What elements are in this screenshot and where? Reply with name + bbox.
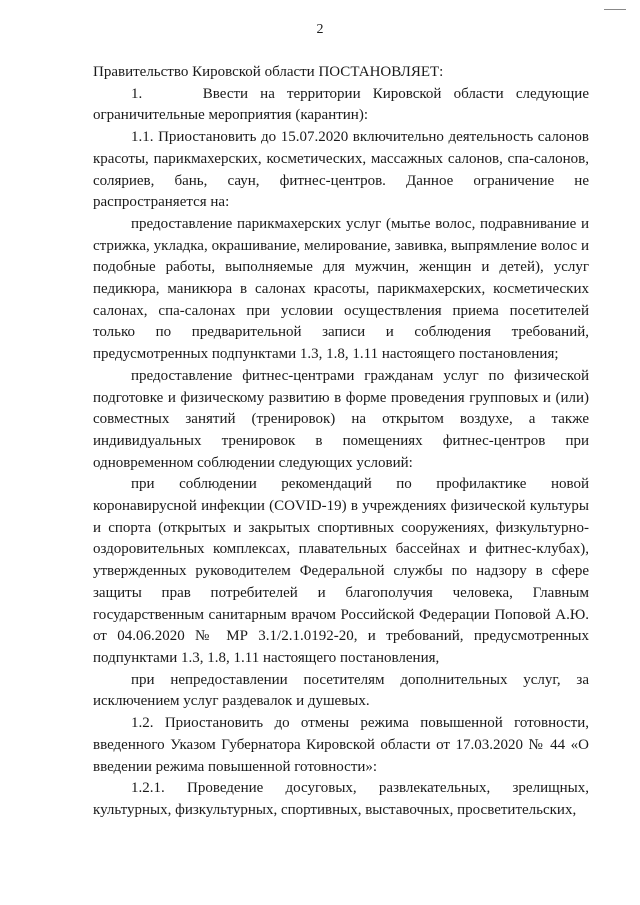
clause-1: 1. Ввести на территории Кировской области следующие ограничительные мероприятия (карантин):	[93, 85, 589, 124]
clause-1-1: 1.1. Приостановить до 15.07.2020 включительно деятельность салонов красоты, парикмахерских, косметических, массажных салонов, спа-салонов, соляриев, бань, саун, фитнес-центров. Данное ограничение не распространяется на:	[93, 129, 589, 211]
clause-1-1-condition-covid: при соблюдении рекомендаций по профилактике новой коронавирусной инфекции (COVID-19) в учреждениях физической культуры и спорта (открытых и закрытых спортивных сооружениях, физкультурно-оздоровительных комплексах, плавательных бассейнах и фитнес-клубах), утвержденных руководителем Федеральной службы по надзору в сфере защиты прав потребителей и благополучия человека, Главным государственным санитарным врачом Российской Федерации Поповой А.Ю. от 04.06.2020 № МР 3.1/2.1.0192-20, и требований, предусмотренных подпунктами 1.3, 1.8, 1.11 настоящего постановления,	[93, 476, 589, 666]
clause-1-1-condition-services: при непредоставлении посетителям дополнительных услуг, за исключением услуг раздевалок и душевых.	[93, 671, 589, 710]
clause-1-1-hairdressing: предоставление парикмахерских услуг (мытье волос, подравнивание и стрижка, укладка, окрашивание, мелирование, завивка, выпрямление волос и подобные работы, выполняемые для мужчин, женщин и детей), услуг педикюра, маникюра в салонах красоты, парикмахерских, косметических салонах, спа-салонах при условии осуществления приема посетителей только по предварительной записи и соблюдения требований, предусмотренных подпунктами 1.3, 1.8, 1.11 настоящего постановления;	[93, 215, 589, 363]
corner-scan-mark	[604, 9, 626, 10]
clause-1-2-1: 1.2.1. Проведение досуговых, развлекательных, зрелищных, культурных, физкультурных, спортивных, выставочных, просветительских,	[93, 780, 589, 818]
decree-intro: Правительство Кировской области ПОСТАНОВЛЯЕТ:	[93, 64, 444, 80]
document-body	[93, 62, 589, 822]
clause-1-2: 1.2. Приостановить до отмены режима повышенной готовности, введенного Указом Губернатора Кировской области от 17.03.2020 № 44 «О введении режима повышенной готовности»:	[93, 715, 589, 775]
clause-1-1-fitness: предоставление фитнес-центрами гражданам услуг по физической подготовке и физическому развитию в форме проведения групповых и (или) совместных занятий (тренировок) на открытом воздухе, а также индивидуальных тренировок в помещениях фитнес-центров при одновременном соблюдении следующих условий:	[93, 367, 589, 471]
page-number: 2	[316, 22, 324, 37]
